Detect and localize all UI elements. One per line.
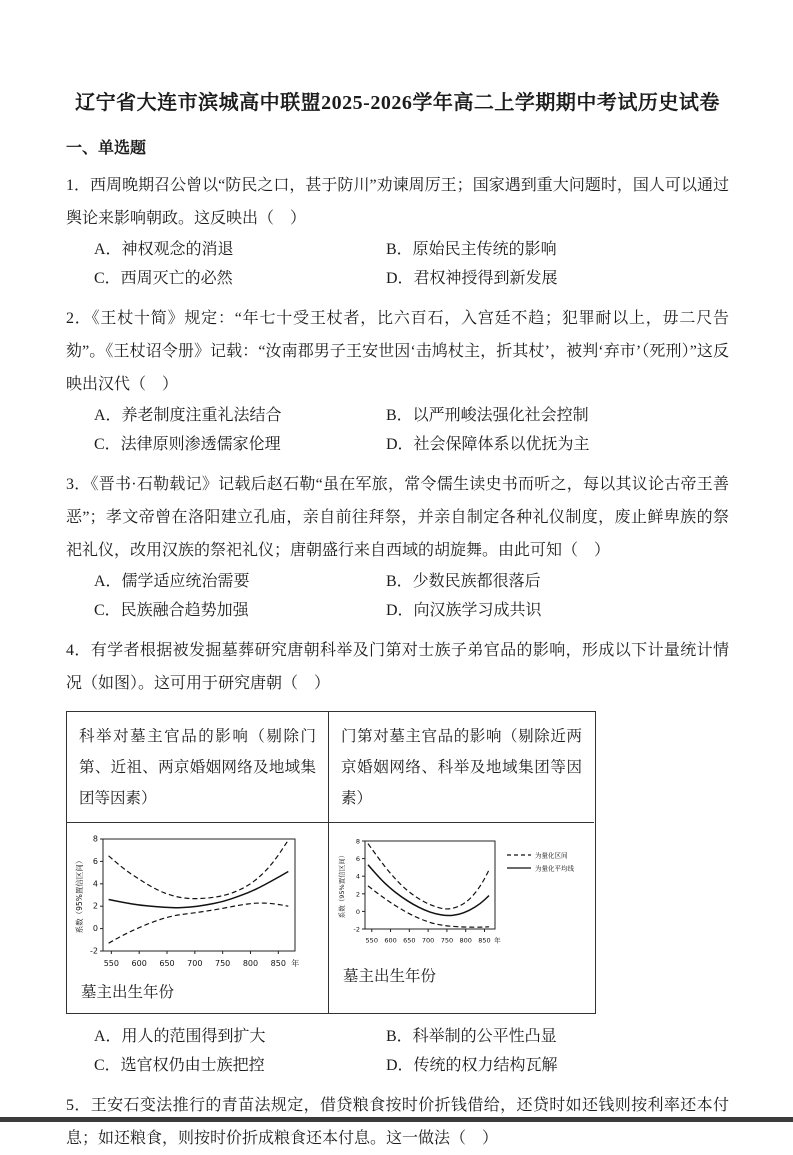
question-5 [66,1089,729,1155]
option-row [94,1051,729,1080]
svg-text:550: 550 [103,959,119,968]
option-d: D．君权神授得到新发展 [386,270,558,287]
options-grid [66,401,729,459]
keju-influence-chart [73,831,305,973]
options-grid [66,1022,729,1080]
question-stem: 5．王安石变法推行的青苗法规定，借贷粮食按时价折钱借给，还贷时如还钱则按利率还本付息；如还粮食，则按时价折成粮食还本付息。这一做法（ ） [66,1097,729,1147]
figure-left-header: 科举对墓主官品的影响（剔除门第、近祖、两京婚姻网络及地域集团等因素） [67,712,328,823]
svg-text:600: 600 [131,959,147,968]
svg-text:800: 800 [459,936,472,945]
option-a: A．养老制度注重礼法结合 [94,407,282,424]
svg-text:2: 2 [92,901,98,911]
question-4 [66,634,729,1080]
figure-right-header: 门第对墓主官品的影响（剔除近两京婚姻网络、科举及地域集团等因素） [329,712,594,823]
option-row [94,430,729,459]
svg-text:为量化区间: 为量化区间 [535,851,568,860]
option-a: A．儒学适应统治需要 [94,573,250,590]
svg-text:750: 750 [215,959,231,968]
question-stem: 3．《晋书·石勒载记》记载后赵石勒“虽在军旅，常令儒生读史书而听之，每以其议论古帝王善恶”；孝文帝曾在洛阳建立孔庙，亲自前往拜祭，并亲自制定各种礼仪制度，废止鲜卑族的祭祀礼仪，改用汉族的祭祀礼仪；唐朝盛行来自西域的胡旋舞。由此可知（ ） [66,476,729,559]
figure-left-caption: 墓主出生年份 [81,984,175,1001]
option-row [94,1022,729,1051]
svg-text:700: 700 [421,936,435,945]
option-b: B．原始民主传统的影响 [386,241,557,258]
svg-text:650: 650 [159,959,175,968]
question-1 [66,169,729,293]
svg-text:6: 6 [92,856,98,866]
question-stem: 4．有学者根据被发掘墓葬研究唐朝科举及门第对士族子弟官品的影响，形成以下计量统计情况（如图）。这可用于研究唐朝（ ） [66,642,729,692]
svg-text:600: 600 [384,936,397,945]
option-c: C．民族融合趋势加强 [94,602,249,619]
svg-text:系数（95%置信区间）: 系数（95%置信区间） [338,851,346,919]
svg-text:4: 4 [355,872,360,881]
svg-text:650: 650 [403,936,416,945]
option-d: D．向汉族学习成共识 [386,602,542,619]
svg-text:0: 0 [92,924,98,934]
question-3 [66,468,729,625]
option-b: B．以严刑峻法强化社会控制 [386,407,589,424]
options-grid [66,567,729,625]
figure-right-caption: 墓主出生年份 [343,968,437,985]
menti-influence-chart [335,833,587,951]
svg-text:0: 0 [355,907,360,916]
option-a: A．神权观念的消退 [94,241,234,258]
svg-text:700: 700 [187,959,203,968]
svg-text:6: 6 [355,855,360,864]
options-grid [66,235,729,293]
question-2 [66,302,729,459]
option-d: D．社会保障体系以优抚为主 [386,436,590,453]
section-heading: 一、单选题 [66,140,147,157]
question-stem: 1．西周晚期召公曾以“防民之口，甚于防川”劝谏周厉王；国家遇到重大问题时，国人可以通过舆论来影响朝政。这反映出（ ） [66,177,729,227]
svg-text:750: 750 [440,936,454,945]
option-c: C．西周灭亡的必然 [94,270,233,287]
option-c: C．选官权仍由士族把控 [94,1057,265,1074]
figure-column-keju [67,712,329,1013]
option-row [94,235,729,264]
svg-text:4: 4 [92,879,98,889]
svg-text:系数（95%置信区间）: 系数（95%置信区间） [75,856,84,934]
svg-text:年: 年 [291,959,300,968]
svg-text:850: 850 [270,959,286,968]
option-row [94,264,729,293]
option-b: B．科举制的公平性凸显 [386,1028,557,1045]
svg-text:800: 800 [242,959,259,968]
svg-text:2: 2 [355,890,360,899]
option-row [94,567,729,596]
figure-right-body [329,823,594,1011]
figure-column-menti [329,712,594,1013]
svg-text:850: 850 [478,936,491,945]
question-stem: 2．《王杖十简》规定：“年七十受王杖者，比六百石，入宫廷不趋；犯罪耐以上，毋二尺告劾”。《王杖诏令册》记载：“汝南郡男子王安世因‘击鸠杖主，折其杖’，被判‘弃市’（死刑）”这反映出汉代（ ） [66,310,729,393]
option-row [94,596,729,625]
svg-text:-2: -2 [90,946,98,956]
svg-text:-2: -2 [353,925,360,934]
option-b: B．少数民族都很落后 [386,573,541,590]
svg-text:为量化平均线: 为量化平均线 [535,864,574,873]
svg-text:8: 8 [92,834,98,844]
page-title: 辽宁省大连市滨城高中联盟2025-2026学年高二上学期期中考试历史试卷 [75,92,720,114]
svg-text:年: 年 [494,936,501,945]
option-d: D．传统的权力结构瓦解 [386,1057,558,1074]
figure-left-body [67,823,328,1013]
option-a: A．用人的范围得到扩大 [94,1028,266,1045]
svg-text:550: 550 [365,936,378,945]
figure-table [66,711,596,1014]
option-c: C．法律原则渗透儒家伦理 [94,436,281,453]
svg-text:8: 8 [355,837,360,846]
option-row [94,401,729,430]
window-bottom-edge [0,1117,793,1122]
